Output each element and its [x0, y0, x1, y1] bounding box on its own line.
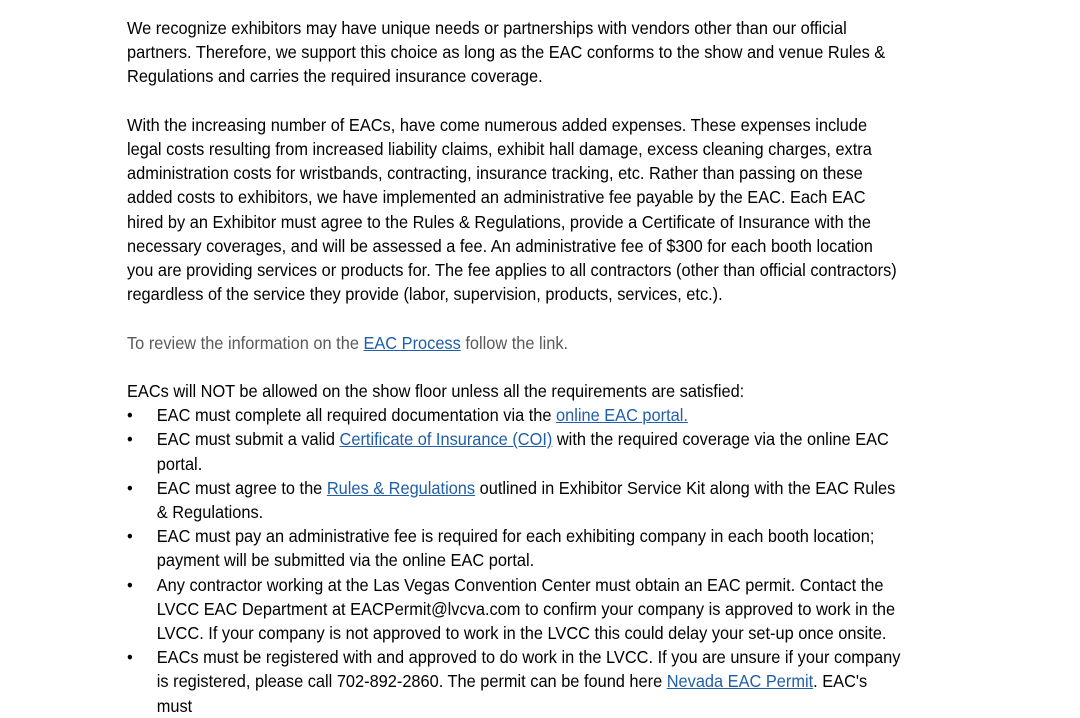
requirement-item-rules: [127, 476, 901, 524]
requirement-text: EAC must complete all required documentation via the: [156, 405, 557, 426]
rules-and-regulations-link[interactable]: Rules & Regulations: [326, 477, 476, 498]
bullet-icon: •: [127, 526, 133, 547]
requirement-text: . EAC's must: [156, 671, 868, 716]
bullet-icon: •: [127, 574, 133, 595]
requirement-item-permit: [127, 573, 901, 646]
requirement-item-fee: [127, 524, 901, 572]
eac-process-link[interactable]: EAC Process: [363, 332, 461, 353]
requirement-text: with the required coverage via the online EAC portal.: [156, 429, 889, 474]
eac-process-text-after: follow the link.: [460, 332, 569, 353]
requirements-list: [127, 403, 901, 718]
document-body: [127, 16, 901, 718]
requirement-text: EAC must submit a valid: [156, 429, 340, 450]
eac-process-text-before: To review the information on the: [127, 332, 364, 353]
nevada-eac-permit-link[interactable]: Nevada EAC Permit: [666, 671, 814, 692]
bullet-icon: •: [127, 405, 133, 426]
requirement-text: EACs must be registered with and approved to do work in the LVCC. If you are unsure if your company is registered, please call 702-892-2860. The permit can be found here: [156, 647, 901, 692]
bullet-icon: •: [127, 477, 133, 498]
bullet-icon: •: [127, 429, 133, 450]
certificate-of-insurance-link[interactable]: Certificate of Insurance (COI): [339, 429, 553, 450]
requirement-item-insurance: [127, 427, 901, 475]
paragraph-eac-fees: With the increasing number of EACs, have come numerous added expenses. These expenses include legal costs resulting from increased liability claims, exhibit hall damage, excess cleaning charges, extra administration costs for wristbands, contracting, insurance tracking, etc. Rather than passing on these added costs to exhibitors, we have implemented an administrative fee payable by the EAC. Each EAC hired by an Exhibitor must agree to the Rules & Regulations, provide a Certificate of Insurance with the necessary coverages, and will be assessed a fee. An administrative fee of $300 for each booth location you are providing services or products for. The fee applies to all contractors (other than official contractors) regardless of the service they provide (labor, supervision, products, services, etc.).: [127, 114, 897, 305]
requirement-text: Any contractor working at the Las Vegas Convention Center must obtain an EAC permit. Contact the LVCC EAC Department at EACPermit@lvcva.com to confirm your company is approved to work in the LVCC. If your company is not approved to work in the LVCC this could delay your set-up once onsite.: [156, 574, 896, 644]
online-eac-portal-link[interactable]: online EAC portal.: [556, 405, 688, 426]
requirement-item-documentation: [127, 403, 901, 427]
bullet-icon: •: [127, 647, 133, 668]
paragraph-requirements-intro: EACs will NOT be allowed on the show floor unless all the requirements are satisfied:: [127, 381, 745, 401]
requirement-item-registration: [127, 645, 901, 718]
requirement-text: EAC must pay an administrative fee is required for each exhibiting company in each booth location; payment will be submitted via the online EAC portal.: [156, 526, 875, 571]
paragraph-eac-process: [127, 331, 901, 355]
paragraph-eac-partners: We recognize exhibitors may have unique needs or partnerships with vendors other than our official partners. Therefore, we support this choice as long as the EAC conforms to the show and venue Rules & Regulations and carries the required insurance coverage.: [127, 18, 886, 87]
requirement-text: EAC must agree to the: [156, 477, 327, 498]
requirement-text: outlined in Exhibitor Service Kit along with the EAC Rules & Regulations.: [156, 477, 896, 523]
